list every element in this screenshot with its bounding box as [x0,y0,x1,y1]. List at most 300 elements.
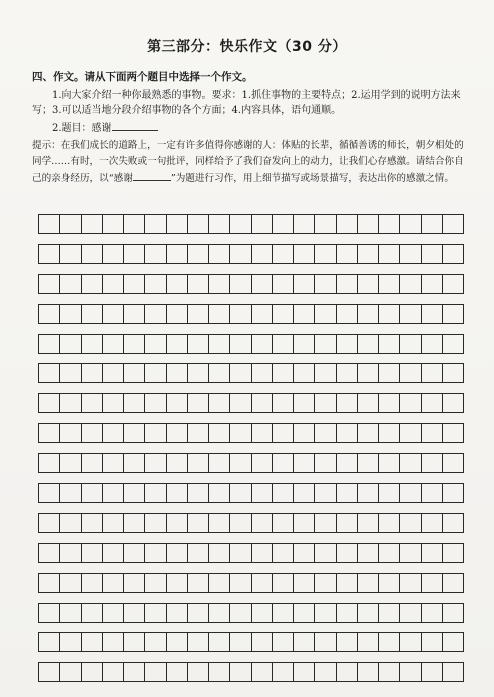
grid-cell[interactable] [209,514,230,532]
grid-cell[interactable] [337,245,358,263]
grid-cell[interactable] [273,454,294,472]
grid-cell[interactable] [60,305,81,323]
grid-cell[interactable] [273,544,294,562]
grid-cell[interactable] [82,514,103,532]
grid-cell[interactable] [230,663,251,681]
grid-cell[interactable] [230,245,251,263]
grid-cell[interactable] [124,364,145,382]
grid-cell[interactable] [443,633,464,651]
grid-cell[interactable] [124,663,145,681]
grid-cell[interactable] [124,394,145,412]
grid-cell[interactable] [124,574,145,592]
grid-cell[interactable] [167,574,188,592]
grid-cell[interactable] [337,275,358,293]
grid-cell[interactable] [422,394,443,412]
grid-cell[interactable] [443,394,464,412]
grid-cell[interactable] [188,484,209,502]
composition-grid[interactable] [38,214,464,692]
grid-cell[interactable] [145,604,166,622]
grid-cell[interactable] [358,364,379,382]
grid-cell[interactable] [39,275,60,293]
grid-cell[interactable] [167,305,188,323]
grid-cell[interactable] [82,424,103,442]
grid-cell[interactable] [209,544,230,562]
grid-cell[interactable] [315,604,336,622]
grid-cell[interactable] [273,484,294,502]
grid-cell[interactable] [230,633,251,651]
grid-cell[interactable] [252,305,273,323]
grid-cell[interactable] [230,574,251,592]
grid-cell[interactable] [145,335,166,353]
grid-cell[interactable] [315,424,336,442]
grid-cell[interactable] [167,394,188,412]
grid-cell[interactable] [315,663,336,681]
grid-cell[interactable] [422,633,443,651]
grid-cell[interactable] [145,633,166,651]
grid-cell[interactable] [443,574,464,592]
grid-cell[interactable] [188,663,209,681]
grid-cell[interactable] [252,364,273,382]
grid-cell[interactable] [422,663,443,681]
grid-cell[interactable] [358,514,379,532]
grid-cell[interactable] [252,633,273,651]
grid-cell[interactable] [39,663,60,681]
grid-cell[interactable] [422,604,443,622]
grid-cell[interactable] [82,544,103,562]
grid-cell[interactable] [294,633,315,651]
grid-cell[interactable] [209,604,230,622]
grid-cell[interactable] [315,514,336,532]
grid-cell[interactable] [252,574,273,592]
grid-cell[interactable] [273,574,294,592]
grid-cell[interactable] [167,454,188,472]
grid-cell[interactable] [230,604,251,622]
grid-cell[interactable] [103,544,124,562]
grid-cell[interactable] [39,633,60,651]
grid-cell[interactable] [209,275,230,293]
grid-cell[interactable] [82,245,103,263]
grid-cell[interactable] [273,215,294,233]
grid-cell[interactable] [82,335,103,353]
grid-cell[interactable] [252,335,273,353]
grid-cell[interactable] [60,484,81,502]
grid-cell[interactable] [400,544,421,562]
grid-cell[interactable] [167,663,188,681]
grid-cell[interactable] [337,484,358,502]
grid-cell[interactable] [358,245,379,263]
grid-cell[interactable] [230,394,251,412]
grid-cell[interactable] [252,663,273,681]
grid-cell[interactable] [39,604,60,622]
grid-cell[interactable] [379,335,400,353]
grid-cell[interactable] [315,574,336,592]
grid-cell[interactable] [167,604,188,622]
grid-cell[interactable] [103,335,124,353]
grid-cell[interactable] [188,454,209,472]
grid-cell[interactable] [358,633,379,651]
grid-cell[interactable] [337,663,358,681]
grid-cell[interactable] [145,663,166,681]
grid-cell[interactable] [188,574,209,592]
grid-cell[interactable] [315,394,336,412]
grid-cell[interactable] [273,364,294,382]
grid-cell[interactable] [443,604,464,622]
grid-cell[interactable] [358,454,379,472]
grid-cell[interactable] [252,454,273,472]
grid-cell[interactable] [60,514,81,532]
grid-cell[interactable] [400,245,421,263]
grid-cell[interactable] [400,514,421,532]
grid-cell[interactable] [379,275,400,293]
grid-cell[interactable] [337,335,358,353]
grid-cell[interactable] [273,424,294,442]
grid-cell[interactable] [209,454,230,472]
grid-cell[interactable] [379,633,400,651]
grid-cell[interactable] [145,364,166,382]
grid-cell[interactable] [273,604,294,622]
grid-cell[interactable] [337,604,358,622]
grid-cell[interactable] [230,514,251,532]
grid-cell[interactable] [103,394,124,412]
grid-cell[interactable] [188,544,209,562]
grid-cell[interactable] [82,275,103,293]
grid-cell[interactable] [82,364,103,382]
grid-cell[interactable] [294,514,315,532]
grid-cell[interactable] [60,544,81,562]
grid-cell[interactable] [252,275,273,293]
grid-cell[interactable] [294,245,315,263]
grid-cell[interactable] [103,604,124,622]
grid-cell[interactable] [273,394,294,412]
grid-cell[interactable] [60,633,81,651]
grid-cell[interactable] [103,424,124,442]
grid-cell[interactable] [358,394,379,412]
grid-cell[interactable] [60,215,81,233]
grid-cell[interactable] [337,364,358,382]
grid-cell[interactable] [315,275,336,293]
grid-cell[interactable] [294,275,315,293]
grid-cell[interactable] [400,215,421,233]
grid-cell[interactable] [443,484,464,502]
grid-cell[interactable] [315,484,336,502]
grid-cell[interactable] [273,275,294,293]
grid-cell[interactable] [124,275,145,293]
grid-cell[interactable] [188,394,209,412]
grid-cell[interactable] [145,514,166,532]
grid-cell[interactable] [273,305,294,323]
grid-cell[interactable] [103,275,124,293]
grid-cell[interactable] [60,364,81,382]
grid-cell[interactable] [145,484,166,502]
grid-cell[interactable] [252,424,273,442]
grid-cell[interactable] [124,633,145,651]
grid-cell[interactable] [400,633,421,651]
grid-cell[interactable] [145,454,166,472]
grid-cell[interactable] [103,663,124,681]
grid-cell[interactable] [422,215,443,233]
grid-cell[interactable] [103,574,124,592]
grid-cell[interactable] [422,454,443,472]
grid-cell[interactable] [273,245,294,263]
grid-cell[interactable] [379,663,400,681]
grid-cell[interactable] [39,305,60,323]
grid-cell[interactable] [124,514,145,532]
grid-cell[interactable] [124,544,145,562]
grid-cell[interactable] [379,514,400,532]
grid-cell[interactable] [422,514,443,532]
grid-cell[interactable] [422,245,443,263]
grid-cell[interactable] [39,335,60,353]
grid-cell[interactable] [315,305,336,323]
grid-cell[interactable] [422,544,443,562]
grid-cell[interactable] [443,215,464,233]
grid-cell[interactable] [379,424,400,442]
grid-cell[interactable] [379,604,400,622]
grid-cell[interactable] [103,364,124,382]
grid-cell[interactable] [379,544,400,562]
grid-cell[interactable] [443,514,464,532]
grid-cell[interactable] [39,484,60,502]
grid-cell[interactable] [124,305,145,323]
grid-cell[interactable] [209,364,230,382]
grid-cell[interactable] [188,215,209,233]
grid-cell[interactable] [400,364,421,382]
grid-cell[interactable] [124,335,145,353]
grid-cell[interactable] [294,544,315,562]
grid-cell[interactable] [188,604,209,622]
grid-cell[interactable] [103,484,124,502]
grid-cell[interactable] [400,305,421,323]
grid-cell[interactable] [145,305,166,323]
grid-cell[interactable] [209,245,230,263]
grid-cell[interactable] [252,394,273,412]
grid-cell[interactable] [103,215,124,233]
grid-cell[interactable] [230,544,251,562]
grid-cell[interactable] [82,633,103,651]
grid-cell[interactable] [315,544,336,562]
grid-cell[interactable] [103,633,124,651]
grid-cell[interactable] [188,335,209,353]
grid-cell[interactable] [230,364,251,382]
grid-cell[interactable] [358,484,379,502]
grid-cell[interactable] [315,335,336,353]
grid-cell[interactable] [145,275,166,293]
grid-cell[interactable] [379,394,400,412]
grid-cell[interactable] [145,245,166,263]
grid-cell[interactable] [400,424,421,442]
grid-cell[interactable] [273,514,294,532]
grid-cell[interactable] [230,424,251,442]
grid-cell[interactable] [39,245,60,263]
grid-cell[interactable] [315,364,336,382]
grid-cell[interactable] [315,245,336,263]
grid-cell[interactable] [315,633,336,651]
grid-cell[interactable] [124,215,145,233]
grid-cell[interactable] [103,305,124,323]
grid-cell[interactable] [82,484,103,502]
grid-cell[interactable] [60,454,81,472]
grid-cell[interactable] [145,544,166,562]
grid-cell[interactable] [124,484,145,502]
grid-cell[interactable] [358,335,379,353]
grid-cell[interactable] [379,484,400,502]
grid-cell[interactable] [252,514,273,532]
grid-cell[interactable] [145,394,166,412]
grid-cell[interactable] [60,663,81,681]
grid-cell[interactable] [60,275,81,293]
grid-cell[interactable] [400,335,421,353]
grid-cell[interactable] [443,335,464,353]
grid-cell[interactable] [82,305,103,323]
grid-cell[interactable] [82,215,103,233]
grid-cell[interactable] [443,663,464,681]
grid-cell[interactable] [145,424,166,442]
grid-cell[interactable] [188,633,209,651]
grid-cell[interactable] [379,574,400,592]
grid-cell[interactable] [167,514,188,532]
grid-cell[interactable] [252,544,273,562]
grid-cell[interactable] [167,544,188,562]
grid-cell[interactable] [60,424,81,442]
grid-cell[interactable] [379,215,400,233]
grid-cell[interactable] [39,364,60,382]
grid-cell[interactable] [443,245,464,263]
grid-cell[interactable] [273,335,294,353]
grid-cell[interactable] [337,424,358,442]
grid-cell[interactable] [39,544,60,562]
grid-cell[interactable] [39,514,60,532]
grid-cell[interactable] [103,245,124,263]
grid-cell[interactable] [39,454,60,472]
grid-cell[interactable] [188,275,209,293]
grid-cell[interactable] [82,454,103,472]
grid-cell[interactable] [358,275,379,293]
grid-cell[interactable] [400,663,421,681]
grid-cell[interactable] [422,424,443,442]
grid-cell[interactable] [379,245,400,263]
grid-cell[interactable] [124,424,145,442]
grid-cell[interactable] [337,305,358,323]
grid-cell[interactable] [422,335,443,353]
grid-cell[interactable] [124,245,145,263]
grid-cell[interactable] [400,454,421,472]
grid-cell[interactable] [145,574,166,592]
grid-cell[interactable] [39,215,60,233]
grid-cell[interactable] [124,454,145,472]
grid-cell[interactable] [39,424,60,442]
grid-cell[interactable] [422,484,443,502]
grid-cell[interactable] [294,454,315,472]
grid-cell[interactable] [443,544,464,562]
grid-cell[interactable] [422,364,443,382]
grid-cell[interactable] [294,574,315,592]
grid-cell[interactable] [60,604,81,622]
grid-cell[interactable] [188,305,209,323]
grid-cell[interactable] [358,544,379,562]
grid-cell[interactable] [167,245,188,263]
grid-cell[interactable] [252,215,273,233]
grid-cell[interactable] [294,424,315,442]
grid-cell[interactable] [167,335,188,353]
grid-cell[interactable] [188,424,209,442]
grid-cell[interactable] [422,305,443,323]
grid-cell[interactable] [294,484,315,502]
grid-cell[interactable] [167,364,188,382]
grid-cell[interactable] [60,394,81,412]
title-blank[interactable] [112,120,158,131]
grid-cell[interactable] [209,633,230,651]
grid-cell[interactable] [379,454,400,472]
grid-cell[interactable] [337,454,358,472]
grid-cell[interactable] [252,245,273,263]
grid-cell[interactable] [358,574,379,592]
grid-cell[interactable] [294,394,315,412]
grid-cell[interactable] [400,275,421,293]
grid-cell[interactable] [400,484,421,502]
grid-cell[interactable] [252,604,273,622]
grid-cell[interactable] [39,394,60,412]
grid-cell[interactable] [337,574,358,592]
grid-cell[interactable] [188,514,209,532]
grid-cell[interactable] [60,245,81,263]
grid-cell[interactable] [209,574,230,592]
grid-cell[interactable] [230,275,251,293]
grid-cell[interactable] [400,394,421,412]
grid-cell[interactable] [252,484,273,502]
grid-cell[interactable] [167,484,188,502]
grid-cell[interactable] [443,454,464,472]
grid-cell[interactable] [209,484,230,502]
grid-cell[interactable] [60,335,81,353]
grid-cell[interactable] [230,215,251,233]
grid-cell[interactable] [294,364,315,382]
grid-cell[interactable] [294,335,315,353]
grid-cell[interactable] [60,574,81,592]
grid-cell[interactable] [167,275,188,293]
grid-cell[interactable] [294,305,315,323]
grid-cell[interactable] [337,394,358,412]
grid-cell[interactable] [82,574,103,592]
grid-cell[interactable] [315,454,336,472]
grid-cell[interactable] [358,305,379,323]
grid-cell[interactable] [209,305,230,323]
grid-cell[interactable] [315,215,336,233]
grid-cell[interactable] [273,633,294,651]
grid-cell[interactable] [358,424,379,442]
grid-cell[interactable] [230,454,251,472]
grid-cell[interactable] [230,305,251,323]
grid-cell[interactable] [422,275,443,293]
grid-cell[interactable] [188,245,209,263]
grid-cell[interactable] [209,394,230,412]
grid-cell[interactable] [358,215,379,233]
grid-cell[interactable] [400,604,421,622]
grid-cell[interactable] [82,663,103,681]
grid-cell[interactable] [82,604,103,622]
grid-cell[interactable] [209,215,230,233]
grid-cell[interactable] [230,484,251,502]
grid-cell[interactable] [379,305,400,323]
grid-cell[interactable] [379,364,400,382]
grid-cell[interactable] [167,633,188,651]
grid-cell[interactable] [422,574,443,592]
grid-cell[interactable] [337,215,358,233]
grid-cell[interactable] [39,574,60,592]
grid-cell[interactable] [124,604,145,622]
grid-cell[interactable] [209,335,230,353]
grid-cell[interactable] [103,514,124,532]
grid-cell[interactable] [337,544,358,562]
